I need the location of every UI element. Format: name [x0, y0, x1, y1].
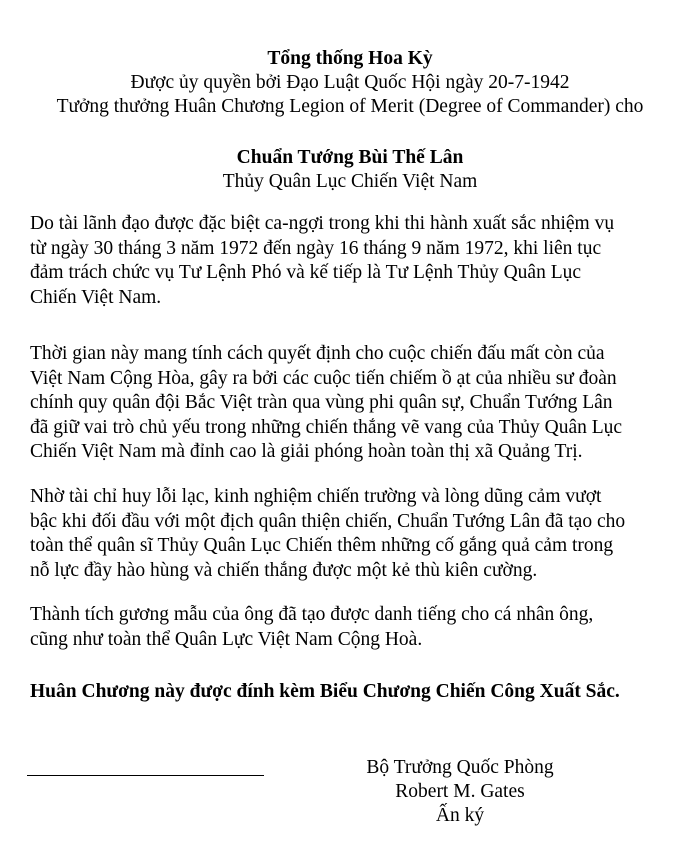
- signature-note: Ấn ký: [435, 805, 485, 826]
- signatory-name: Robert M. Gates: [395, 781, 525, 802]
- citation-paragraph-2: [30, 342, 690, 465]
- authorization-line: Được ủy quyền bởi Đạo Luật Quốc Hội ngày 20-7-1942: [130, 72, 570, 93]
- signature-block: [330, 756, 590, 828]
- paragraph-line: chính quy quân đội Bắc Việt tràn qua vùng phi quân sự, Chuẩn Tướng Lân: [30, 392, 613, 413]
- paragraph-line: Do tài lãnh đạo được đặc biệt ca-ngợi trong khi thi hành xuất sắc nhiệm vụ: [30, 213, 615, 234]
- closing-statement: Huân Chương này được đính kèm Biểu Chương Chiến Công Xuất Sắc.: [30, 681, 620, 702]
- paragraph-line: toàn thể quân sĩ Thủy Quân Lục Chiến thêm những cố gắng quả cảm trong: [30, 535, 614, 556]
- recipient-unit: Thủy Quân Lục Chiến Việt Nam: [222, 171, 478, 192]
- paragraph-line: đã giữ vai trò chủ yếu trong những chiến thắng vẽ vang của Thủy Quân Lục: [30, 416, 623, 438]
- paragraph-line: đảm trách chức vụ Tư Lệnh Phó và kế tiếp là Tư Lệnh Thủy Quân Lục: [30, 262, 582, 283]
- paragraph-line: Thành tích gương mẫu của ông đã tạo được danh tiếng cho cá nhân ông,: [30, 604, 594, 625]
- citation-paragraph-1: [30, 212, 690, 310]
- recipient-name: Chuẩn Tướng Bùi Thế Lân: [236, 147, 464, 168]
- paragraph-line: bậc khi đối đầu với một địch quân thiện chiến, Chuẩn Tướng Lân đã tạo cho: [30, 510, 626, 532]
- paragraph-line: Chiến Việt Nam mà đỉnh cao là giải phóng hoàn toàn thị xã Quảng Trị.: [30, 441, 583, 462]
- award-line: Tưởng thưởng Huân Chương Legion of Merit (Degree of Commander) cho: [56, 96, 644, 117]
- citation-paragraph-3: [30, 485, 690, 583]
- citation-paragraph-4: [30, 603, 690, 652]
- signatory-position: Bộ Trưởng Quốc Phòng: [366, 757, 554, 778]
- paragraph-line: Việt Nam Cộng Hòa, gây ra bởi các cuộc tiến chiếm ồ ạt của nhiều sư đoàn: [30, 367, 617, 389]
- signature-line: [27, 775, 264, 776]
- paragraph-line: cũng như toàn thể Quân Lực Việt Nam Cộng Hoà.: [30, 628, 423, 650]
- paragraph-line: từ ngày 30 tháng 3 năm 1972 đến ngày 16 tháng 9 năm 1972, khi liên tục: [30, 237, 602, 259]
- recipient-block: [0, 146, 700, 194]
- document-header: [0, 47, 700, 119]
- paragraph-line: Nhờ tài chỉ huy lỗi lạc, kinh nghiệm chiến trường và lòng dũng cảm vượt: [30, 486, 602, 507]
- paragraph-line: nỗ lực đầy hào hùng và chiến thắng được một kẻ thù kiên cường.: [30, 559, 538, 581]
- paragraph-line: Thời gian này mang tính cách quyết định cho cuộc chiến đấu mất còn của: [30, 343, 605, 364]
- document-title: Tổng thống Hoa Kỳ: [267, 48, 433, 69]
- paragraph-line: Chiến Việt Nam.: [30, 286, 162, 308]
